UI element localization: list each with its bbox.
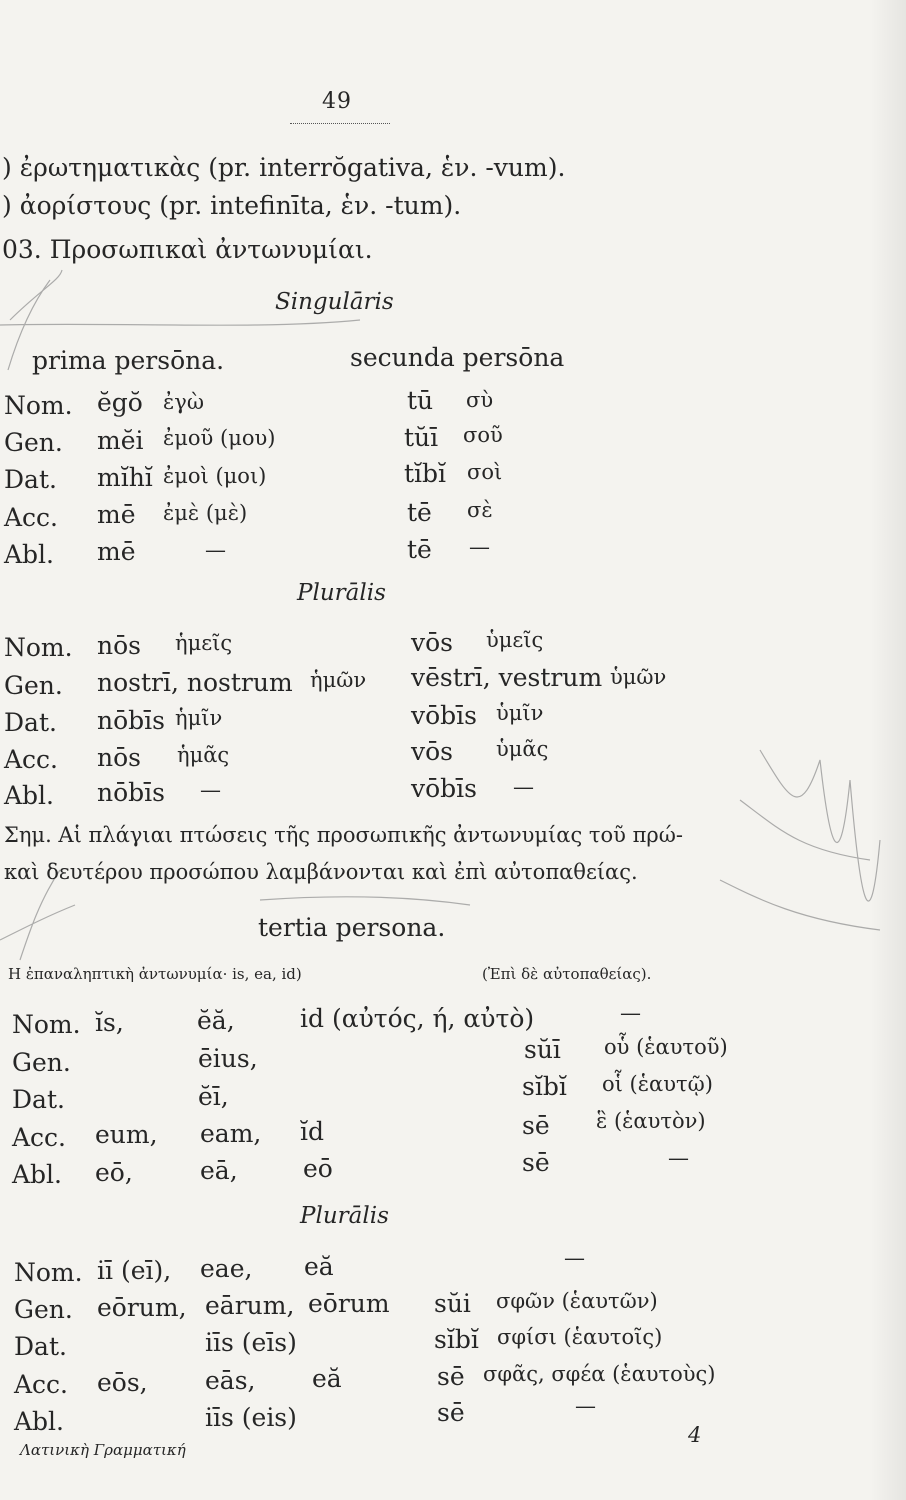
feminine-form: iīs (eis) [205, 1403, 297, 1432]
intro-line-1: ) ἐρωτηματικὰς (pr. interrŏgativa, ἑν. -vum). [2, 153, 566, 182]
greek-form: ἡμᾶς [177, 743, 230, 767]
feminine-form: eae, [200, 1254, 253, 1283]
feminine-form: ēius, [198, 1044, 258, 1073]
note-line-1: Σημ. Αἱ πλάγιαι πτώσεις τῆς προσωπικῆς ἀντωνυμίας τοῦ πρώ- [4, 823, 683, 847]
case-label: Nom. [14, 1258, 83, 1287]
greek-form: ἐμὲ (μὲ) [163, 501, 248, 525]
greek-form: — [200, 778, 221, 802]
neuter-form: eă [304, 1252, 334, 1281]
feminine-form: eās, [205, 1366, 256, 1395]
case-label: Gen. [14, 1295, 73, 1324]
reflexive-latin: sŭī [524, 1035, 561, 1064]
case-label: Acc. [12, 1123, 67, 1152]
latin-form: mĕi [97, 426, 144, 455]
reflexive-greek: — [575, 1394, 596, 1418]
neuter-form: eă [312, 1364, 342, 1393]
latin-form-secunda: tĭbĭ [404, 459, 447, 488]
latin-form: nōs [97, 631, 141, 660]
tertia-persona-header: tertia persona. [258, 913, 446, 942]
feminine-form: eam, [200, 1119, 262, 1148]
case-label: Dat. [4, 708, 57, 737]
latin-form-secunda: tū [407, 386, 434, 415]
greek-form-secunda: σοὶ [467, 460, 503, 484]
latin-form-secunda: tē [407, 498, 432, 527]
case-label: Nom. [4, 391, 73, 420]
greek-form-secunda: — [513, 775, 534, 799]
latin-form: nōbīs [97, 706, 165, 735]
neuter-form: ĭd [300, 1117, 324, 1146]
case-label: Gen. [4, 428, 63, 457]
latin-form-secunda: tŭī [404, 423, 439, 452]
latin-form: nōbīs [97, 778, 165, 807]
section-heading: 03. Προσωπικαὶ ἀντωνυμίαι. [2, 235, 373, 264]
greek-form: — [205, 538, 226, 562]
reflexive-latin: sē [437, 1362, 465, 1391]
reflexive-greek: — [620, 1001, 641, 1025]
greek-form-secunda: ὑμῖν [496, 701, 544, 725]
tertia-plural-title: Plurālis [300, 1203, 389, 1229]
latin-form-secunda: vōs [411, 628, 454, 657]
singular-title: Singulāris [275, 289, 394, 315]
greek-form: ἡμῖν [175, 706, 223, 730]
feminine-form: eā, [200, 1156, 238, 1185]
page-number-rule [290, 123, 390, 124]
case-label: Gen. [12, 1048, 71, 1077]
greek-form-secunda: — [469, 535, 490, 559]
prima-persona-header: prima persōna. [32, 346, 225, 375]
latin-form: ĕgŏ [97, 388, 143, 417]
greek-form-secunda: σὺ [466, 388, 494, 412]
reflexive-greek: ἓ (ἑαυτὸν) [596, 1109, 706, 1133]
reflexive-latin: sĭbĭ [522, 1072, 567, 1101]
feminine-form: eārum, [205, 1291, 295, 1320]
latin-form-secunda: tē [407, 535, 432, 564]
latin-form: mē [97, 537, 136, 566]
reflexive-greek: σφῶν (ἑαυτῶν) [496, 1289, 658, 1313]
page-number: 49 [322, 89, 352, 114]
case-label: Acc. [4, 745, 59, 774]
case-label: Dat. [14, 1332, 67, 1361]
latin-form: mĭhĭ [97, 463, 153, 492]
footer-book-title: Λατινικὴ Γραμματική [20, 1441, 186, 1459]
neuter-form: id (αὐτός, ή, αὐτὸ) [300, 1004, 535, 1033]
greek-form: ἐγὼ [163, 390, 204, 414]
reflexive-latin: sē [437, 1398, 465, 1427]
note-line-2: καὶ δευτέρου προσώπου λαμβάνονται καὶ ἐπὶ αὐτοπαθείας. [4, 860, 638, 884]
reflexive-greek: οὗ (ἑαυτοῦ) [604, 1035, 728, 1059]
greek-form-secunda: σὲ [467, 498, 493, 522]
plural-title: Plurālis [297, 580, 386, 606]
feminine-form: iīs (eīs) [205, 1328, 297, 1357]
latin-form: nostrī, nostrum [97, 668, 293, 697]
greek-form-secunda: σοῦ [463, 423, 503, 447]
secunda-persona-header: secunda persōna [350, 343, 565, 372]
latin-form-secunda: vēstrī, vestrum [411, 663, 603, 692]
tertia-subtitle-left: Η ἐπαναληπτικὴ ἀντωνυμία· is, ea, id) [8, 965, 302, 983]
latin-form-secunda: vōs [411, 737, 454, 766]
neuter-form: eōrum [308, 1289, 390, 1318]
greek-form-secunda: ὑμεῖς [486, 628, 544, 652]
reflexive-latin: sē [522, 1148, 550, 1177]
case-label: Abl. [12, 1160, 62, 1189]
latin-form-secunda: vōbīs [411, 774, 478, 803]
latin-form-secunda: vōbīs [411, 701, 478, 730]
greek-form-secunda: ὑμᾶς [496, 737, 549, 761]
latin-form: nōs [97, 743, 141, 772]
case-label: Dat. [12, 1085, 65, 1114]
case-label: Dat. [4, 465, 57, 494]
greek-form: ἡμεῖς [175, 631, 233, 655]
reflexive-latin: sē [522, 1111, 550, 1140]
case-label: Abl. [14, 1407, 64, 1436]
reflexive-greek: — [564, 1246, 585, 1270]
case-label: Acc. [4, 503, 59, 532]
neuter-form: eō [303, 1154, 333, 1183]
masculine-form: eum, [95, 1120, 158, 1149]
latin-form: mē [97, 500, 136, 529]
case-label: Gen. [4, 671, 63, 700]
feminine-form: ĕă, [197, 1006, 235, 1035]
reflexive-greek: — [668, 1146, 689, 1170]
reflexive-latin: sĭbĭ [434, 1325, 479, 1354]
case-label: Abl. [4, 781, 54, 810]
reflexive-greek: σφᾶς, σφέα (ἑαυτοὺς) [483, 1362, 716, 1386]
case-label: Acc. [14, 1370, 69, 1399]
greek-form-secunda: ὑμῶν [610, 665, 667, 689]
case-label: Nom. [4, 633, 73, 662]
feminine-form: ĕī, [198, 1082, 229, 1111]
reflexive-greek: οἷ (ἑαυτῷ) [602, 1072, 713, 1096]
reflexive-greek: σφίσι (ἑαυτοῖς) [497, 1325, 663, 1349]
case-label: Abl. [4, 540, 54, 569]
masculine-form: eōs, [97, 1368, 148, 1397]
greek-form: ἐμοὶ (μοι) [163, 464, 267, 488]
masculine-form: eōrum, [97, 1293, 187, 1322]
reflexive-latin: sŭi [434, 1289, 471, 1318]
masculine-form: iī (eī), [97, 1256, 172, 1285]
signature-mark: 4 [688, 1423, 702, 1447]
greek-form: ἡμῶν [310, 668, 367, 692]
greek-form: ἐμοῦ (μου) [163, 426, 276, 450]
case-label: Nom. [12, 1010, 81, 1039]
masculine-form: ĭs, [95, 1008, 124, 1037]
intro-line-2: ) ἀορίστους (pr. intefinīta, ἑν. -tum). [2, 191, 462, 220]
masculine-form: eō, [95, 1158, 133, 1187]
tertia-subtitle-right: (Ἐπὶ δὲ αὐτοπαθείας). [482, 965, 652, 983]
